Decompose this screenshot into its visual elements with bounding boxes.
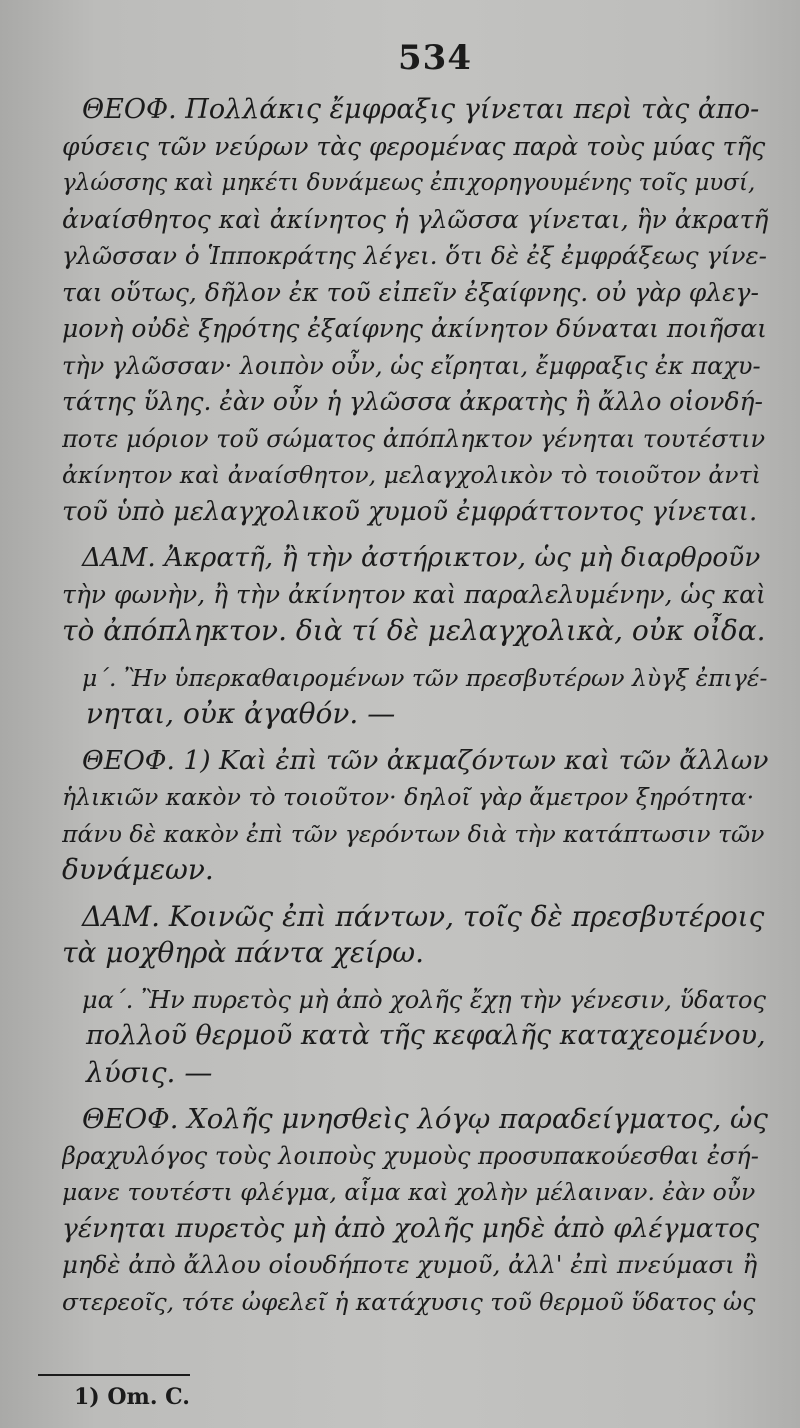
text-line: ἡλικιῶν κακὸν τὸ τοιοῦτον· δηλοῖ γὰρ ἄμετρον ξηρότητα· <box>62 783 755 811</box>
text-line: γένηται πυρετὸς μὴ ἀπὸ χολῆς μηδὲ ἀπὸ φλέγματος <box>62 1212 760 1244</box>
text-line: τὴν φωνὴν, ἢ τὴν ἀκίνητον καὶ παραλελυμένην, ὡς καὶ <box>62 579 766 609</box>
text-line: ἀκίνητον καὶ ἀναίσθητον, μελαγχολικὸν τὸ τοιοῦτον ἀντὶ <box>62 461 761 489</box>
text-line: μα΄. Ἢν πυρετὸς μὴ ἀπὸ χολῆς ἔχῃ τὴν γένεσιν, ὕδατος <box>82 985 766 1014</box>
paragraph-theoph-2 <box>62 743 768 889</box>
text-line: δυνάμεων. <box>62 853 214 886</box>
text-line: τὴν γλῶσσαν· λοιπὸν οὖν, ὡς εἴρηται, ἔμφραξις ἐκ παχυ- <box>62 351 761 380</box>
page-number: 534 <box>398 38 472 78</box>
text-line: ται οὕτως, δῆλον ἐκ τοῦ εἰπεῖν ἐξαίφνης. οὐ γὰρ φλεγ- <box>62 277 759 307</box>
text-line: ΘΕΟΦ. Πολλάκις ἔμφραξις γίνεται περὶ τὰς ἀπο- <box>82 94 760 125</box>
footnote: 1) Om. C. <box>74 1384 190 1410</box>
aphorism-40 <box>62 660 768 733</box>
text-line: μηδὲ ἀπὸ ἄλλου οἱουδήποτε χυμοῦ, ἀλλ' ἐπὶ πνεύμασι ἢ <box>62 1250 758 1279</box>
text-line: ἀναίσθητος καὶ ἀκίνητος ἡ γλῶσσα γίνεται, ἣν ἀκρατῆ <box>62 204 768 234</box>
paragraph-dam-2 <box>62 899 768 972</box>
text-line: πολλοῦ θερμοῦ κατὰ τῆς κεφαλῆς καταχεομένου, <box>86 1020 766 1051</box>
text-line: φύσεις τῶν νεύρων τὰς φερομένας παρὰ τοὺς μύας τῆς <box>62 131 766 161</box>
text-line: γλῶσσαν ὁ Ἱπποκράτης λέγει. ὅτι δὲ ἐξ ἐμφράξεως γίνε- <box>62 241 767 270</box>
text-line: λύσις. — <box>86 1055 213 1089</box>
paragraph-theoph-3 <box>62 1101 768 1320</box>
footnote-divider <box>38 1374 190 1376</box>
text-line: τάτης ὕλης. ἐὰν οὖν ἡ γλῶσσα ἀκρατὴς ἢ ἄλλο οἱονδή- <box>62 387 763 416</box>
text-line: τοῦ ὑπὸ μελαγχολικοῦ χυμοῦ ἐμφράττοντος γίνεται. <box>62 496 758 527</box>
paragraph-theoph-1 <box>62 92 768 530</box>
text-line: ΔΑΜ. Κοινῶς ἐπὶ πάντων, τοῖς δὲ πρεσβυτέροις <box>82 899 765 933</box>
text-line: τὰ μοχθηρὰ πάντα χείρω. <box>62 936 425 969</box>
text-line: ΘΕΟΦ. Χολῆς μνησθεὶς λόγῳ παραδείγματος, ὡς <box>82 1103 768 1135</box>
text-line: βραχυλόγος τοὺς λοιποὺς χυμοὺς προσυπακούεσθαι ἐσή- <box>62 1141 759 1170</box>
text-line: ΔΑΜ. Ἀκρατῆ, ἢ τὴν ἀστήρικτον, ὡς μὴ διαρθροῦν <box>82 542 761 573</box>
text-line: ΘΕΟΦ. 1) Καὶ ἐπὶ τῶν ἀκμαζόντων καὶ τῶν ἄλλων <box>82 744 768 776</box>
text-line: μανε τουτέστι φλέγμα, αἷμα καὶ χολὴν μέλαιναν. ἐὰν οὖν <box>62 1178 756 1206</box>
text-line: μ΄. Ἢν ὑπερκαθαιρομένων τῶν πρεσβυτέρων λὺγξ ἐπιγέ- <box>82 663 768 692</box>
text-line: στερεοῖς, τότε ὠφελεῖ ἡ κατάχυσις τοῦ θερμοῦ ὕδατος ὡς <box>62 1287 756 1316</box>
text-line: πάνυ δὲ κακὸν ἐπὶ τῶν γερόντων διὰ τὴν κατάπτωσιν τῶν <box>62 819 765 848</box>
text-line: τὸ ἀπόπληκτον. διὰ τί δὲ μελαγχολικὰ, οὐκ οἶδα. <box>62 614 766 647</box>
text-line: μονὴ οὐδὲ ξηρότης ἐξαίφνης ἀκίνητον δύναται ποιῆσαι <box>62 314 767 343</box>
text-line: γλώσσης καὶ μηκέτι δυνάμεως ἐπιχορηγουμένης τοῖς μυσί, <box>62 170 756 196</box>
text-line: νηται, οὐκ ἀγαθόν. — <box>86 697 396 730</box>
aphorism-41 <box>62 982 768 1092</box>
text-line: ποτε μόριον τοῦ σώματος ἀπόπληκτον γένηται τουτέστιν <box>62 424 766 453</box>
paragraph-dam-1 <box>62 540 768 650</box>
